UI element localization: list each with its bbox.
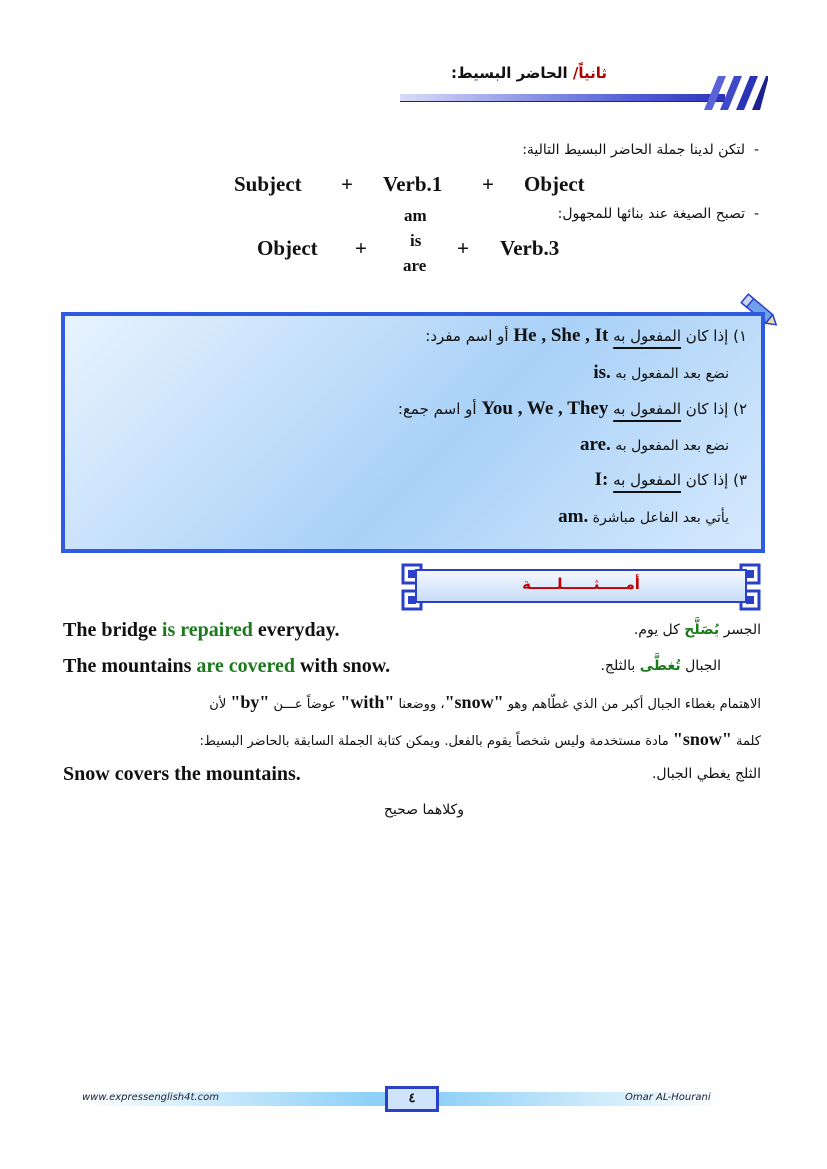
example-1-part-a: The bridge (63, 619, 162, 641)
example-1-ar-verb: يُصَلَّح (684, 622, 720, 638)
example-1-arabic (634, 622, 761, 638)
explanation-2-a: كلمة (731, 734, 761, 749)
footer-author: Omar AL-Hourani (625, 1092, 711, 1103)
example-2-ar-b: بالثلج. (600, 658, 640, 674)
rule-3-object-term: المفعول به (613, 471, 682, 489)
example-2-ar-verb: تُغطَّى (639, 658, 681, 674)
rule-1-object-term: المفعول به (613, 327, 682, 345)
intro-bullet-2 (558, 206, 759, 222)
formula-plus-2: + (482, 172, 494, 196)
rule-3-prefix: ٣) إذا كان (681, 471, 747, 489)
example-3-arabic: الثلج يغطي الجبال. (651, 766, 761, 782)
explanation-line-2 (200, 729, 762, 750)
page-number: ٤ (385, 1086, 439, 1112)
rule-3-detail-text: يأتي بعد الفاعل مباشرة (588, 510, 729, 526)
example-2-arabic (600, 658, 721, 674)
passive-aux-is: is (410, 231, 422, 250)
example-2-verb: are covered (196, 655, 296, 677)
section-title (451, 64, 607, 82)
rule-1-detail (593, 362, 729, 384)
explanation-1-a: الاهتمام بغطاء الجبال أكبر من الذي غطّاهم وهو (503, 697, 761, 712)
rule-2-detail (580, 434, 729, 456)
rule-2-detail-text: نضع بعد المفعول به (610, 438, 729, 454)
explanation-2-b: مادة مستخدمة وليس شخصاً يقوم بالفعل. ويمكن كتابة الجملة السابقة بالحاضر البسيط: (199, 734, 673, 749)
rule-2-aux: are. (580, 434, 611, 455)
explanation-by: "by" (230, 692, 270, 712)
header-divider (400, 94, 725, 102)
passive-aux-am: am (404, 206, 427, 225)
explanation-line-1 (209, 692, 761, 713)
explanation-snow-2: "snow" (672, 729, 732, 749)
examples-banner (401, 563, 761, 611)
passive-object: Object (257, 236, 318, 260)
example-1-part-b: everyday. (252, 619, 340, 641)
closing-note: وكلاهما صحيح (383, 802, 464, 818)
section-title-text: الحاضر البسيط: (451, 64, 573, 82)
footer-url[interactable]: www.expressenglish4t.com (82, 1092, 219, 1103)
example-1-english (63, 619, 340, 642)
intro-bullet-1 (522, 142, 759, 158)
header-stripes-icon (690, 76, 768, 110)
formula-verb: Verb.1 (383, 172, 443, 196)
example-1-ar-a: الجسر (719, 622, 761, 638)
formula-object: Object (524, 172, 585, 196)
example-2-part-b: with snow. (295, 655, 391, 677)
rule-1 (425, 325, 747, 347)
passive-plus-2: + (457, 236, 469, 260)
example-2-english (63, 655, 390, 678)
rule-1-detail-text: نضع بعد المفعول به (610, 366, 729, 382)
rule-3-aux: am. (558, 506, 589, 527)
example-3-english: Snow covers the mountains. (63, 763, 301, 785)
rule-1-prefix: ١) إذا كان (681, 327, 747, 345)
explanation-1-d: لأن (209, 697, 231, 712)
rule-1-tail: أو اسم مفرد: (425, 327, 514, 345)
rule-2-prefix: ٢) إذا كان (681, 400, 747, 418)
intro-line-2: تصبح الصيغة عند بنائها للمجهول: (557, 206, 746, 222)
section-number: ثانياً/ (572, 64, 607, 82)
bullet-dash: - (745, 206, 759, 222)
rule-1-pronouns: He , She , It (513, 325, 609, 346)
intro-line-1: لتكن لدينا جملة الحاضر البسيط التالية: (522, 142, 746, 158)
formula-subject: Subject (234, 172, 302, 196)
rule-3 (595, 469, 747, 491)
explanation-with: "with" (340, 692, 395, 712)
bullet-dash: - (745, 142, 759, 158)
example-1-ar-b: كل يوم. (633, 622, 685, 638)
passive-verb: Verb.3 (500, 236, 560, 260)
passive-aux-are: are (403, 256, 427, 272)
rule-2-object-term: المفعول به (613, 400, 682, 418)
explanation-1-b: ، ووضعنا (394, 697, 445, 712)
rule-3-pronoun: I: (594, 469, 609, 490)
rule-2 (398, 398, 747, 420)
examples-label: أمـــــثــــــلـــــة (522, 575, 640, 593)
rule-2-pronouns: You , We , They (481, 398, 609, 419)
explanation-snow-1: "snow" (444, 692, 504, 712)
rule-2-tail: أو اسم جمع: (397, 400, 482, 418)
example-2-part-a: The mountains (63, 655, 197, 677)
rule-1-aux: is. (593, 362, 611, 383)
example-2-ar-a: الجبال (680, 658, 721, 674)
explanation-1-c: عوضاً عـــن (269, 697, 341, 712)
rule-3-detail (558, 506, 729, 528)
formula-plus-1: + (341, 172, 353, 196)
passive-plus-1: + (355, 236, 367, 260)
example-1-verb: is repaired (161, 619, 253, 641)
